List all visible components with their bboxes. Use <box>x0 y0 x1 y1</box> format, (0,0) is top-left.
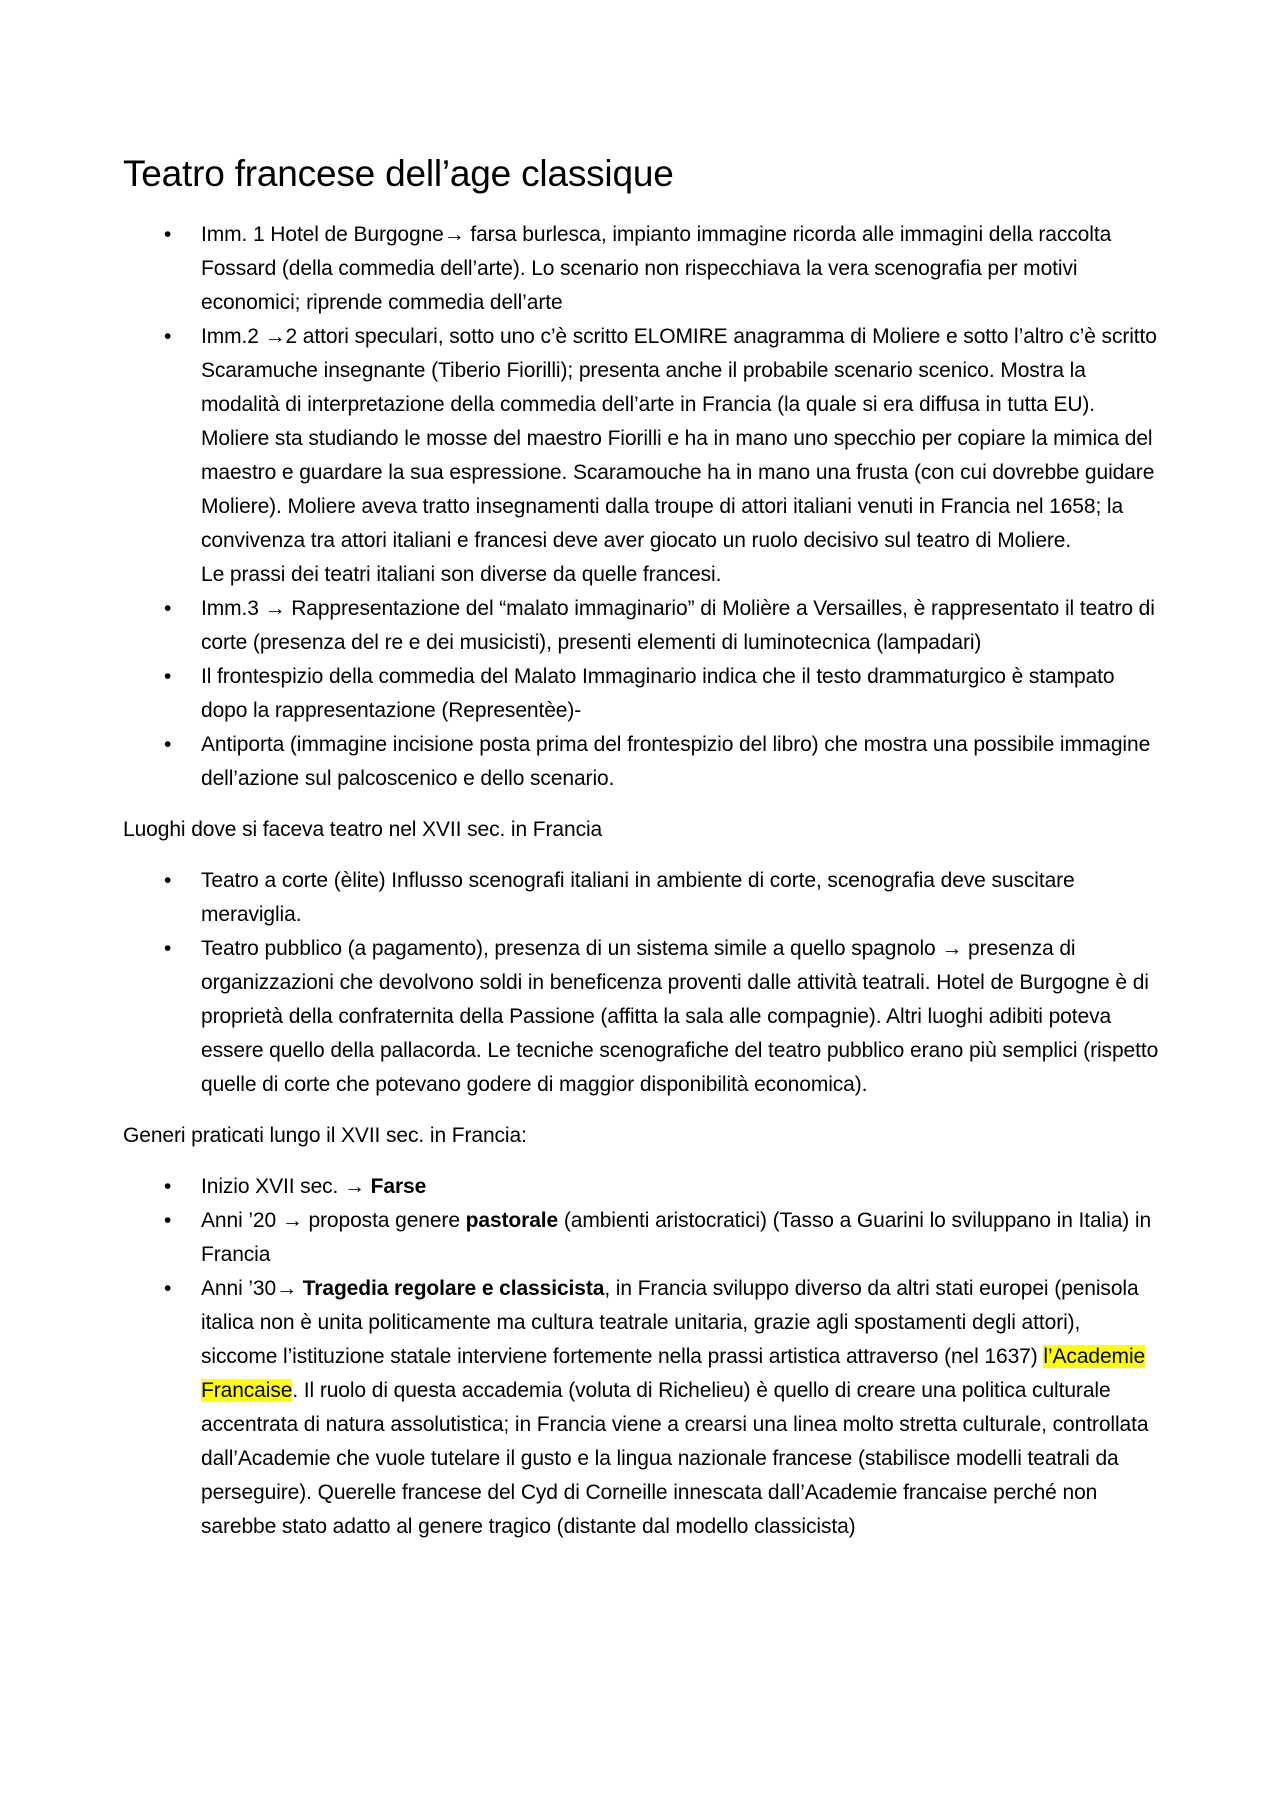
images-list <box>123 218 1160 796</box>
places-list <box>123 864 1160 1102</box>
highlighted-text: l’Academie Francaise <box>201 1345 1146 1403</box>
list-item: • Imm. 1 Hotel de Burgogne→ farsa burlesca, impianto immagine ricorda alle immagini della raccolta Fossard (della commedia dell’arte). Lo scenario non rispecchiava la vera scenografia per motivi economici; riprende commedia dell’arte <box>201 218 1160 320</box>
list-item: • Il frontespizio della commedia del Malato Immaginario indica che il testo drammaturgico è stampato dopo la rappresentazione (Representèe)- <box>201 660 1160 728</box>
list-item: • Teatro pubblico (a pagamento), presenza di un sistema simile a quello spagnolo → presenza di organizzazioni che devolvono soldi in beneficenza proventi dalle attività teatrali. Hotel de Burgogne è di proprietà della confraternita della Passione (affitta la sala alle compagnie). Altri luoghi adibiti poteva essere quello della pallacorda. Le tecniche scenografiche del teatro pubblico erano più semplici (rispetto quelle di corte che potevano godere di maggior disponibilità economica). <box>201 932 1160 1102</box>
list-item: • Imm.3 → Rappresentazione del “malato immaginario” di Molière a Versailles, è rappresentato il teatro di corte (presenza del re e dei musicisti), presenti elementi di luminotecnica (lampadari) <box>201 592 1160 660</box>
list-item: • Inizio XVII sec. → Farse <box>201 1170 1160 1204</box>
list-item: • Teatro a corte (èlite) Influsso scenografi italiani in ambiente di corte, scenografia deve suscitare meraviglia. <box>201 864 1160 932</box>
section-heading-genres: Generi praticati lungo il XVII sec. in Francia: <box>123 1124 527 1148</box>
list-item: • Antiporta (immagine incisione posta prima del frontespizio del libro) che mostra una possibile immagine dell’azione sul palcoscenico e dello scenario. <box>201 728 1160 796</box>
list-item-continuation: Le prassi dei teatri italiani son diverse da quelle francesi. <box>201 563 722 587</box>
list-item: • Anni ’20 → proposta genere pastorale (ambienti aristocratici) (Tasso a Guarini lo sviluppano in Italia) in Francia <box>201 1204 1160 1272</box>
list-item: • Anni ’30→ Tragedia regolare e classicista, in Francia sviluppo diverso da altri stati europei (penisola italica non è unita politicamente ma cultura teatrale unitaria, grazie agli spostamenti degli attori), siccome l’istituzione statale interviene fortemente nella prassi artistica attraverso (nel 1637) l’Academie Francaise. Il ruolo di questa accademia (voluta di Richelieu) è quello di creare una politica culturale accentrata di natura assolutistica; in Francia viene a crearsi una linea molto stretta culturale, controllata dall’Academie che vuole tutelare il gusto e la lingua nazionale francese (stabilisce modelli teatrali da perseguire). Querelle francese del Cyd di Corneille innescata dall’Academie francaise perché non sarebbe stato adatto al genere tragico (distante dal modello classicista) <box>201 1272 1160 1544</box>
section-heading-places: Luoghi dove si faceva teatro nel XVII sec. in Francia <box>123 818 603 842</box>
document-title: Teatro francese dell’age classique <box>123 153 674 194</box>
list-item: • Imm.2 →2 attori speculari, sotto uno c’è scritto ELOMIRE anagramma di Moliere e sotto l’altro c’è scritto Scaramuche insegnante (Tiberio Fiorilli); presenta anche il probabile scenario scenico. Mostra la modalità di interpretazione della commedia dell’arte in Francia (la quale si era diffusa in tutta EU). Moliere sta studiando le mosse del maestro Fiorilli e ha in mano uno specchio per copiare la mimica del maestro e guardare la sua espressione. Scaramouche ha in mano una frusta (con cui dovrebbe guidare Moliere). Moliere aveva tratto insegnamenti dalla troupe di attori italiani venuti in Francia nel 1658; la convivenza tra attori italiani e francesi deve aver giocato un ruolo decisivo sul teatro di Moliere. Le prassi dei teatri italiani son diverse da quelle francesi. <box>201 320 1160 592</box>
genres-list <box>123 1170 1160 1544</box>
